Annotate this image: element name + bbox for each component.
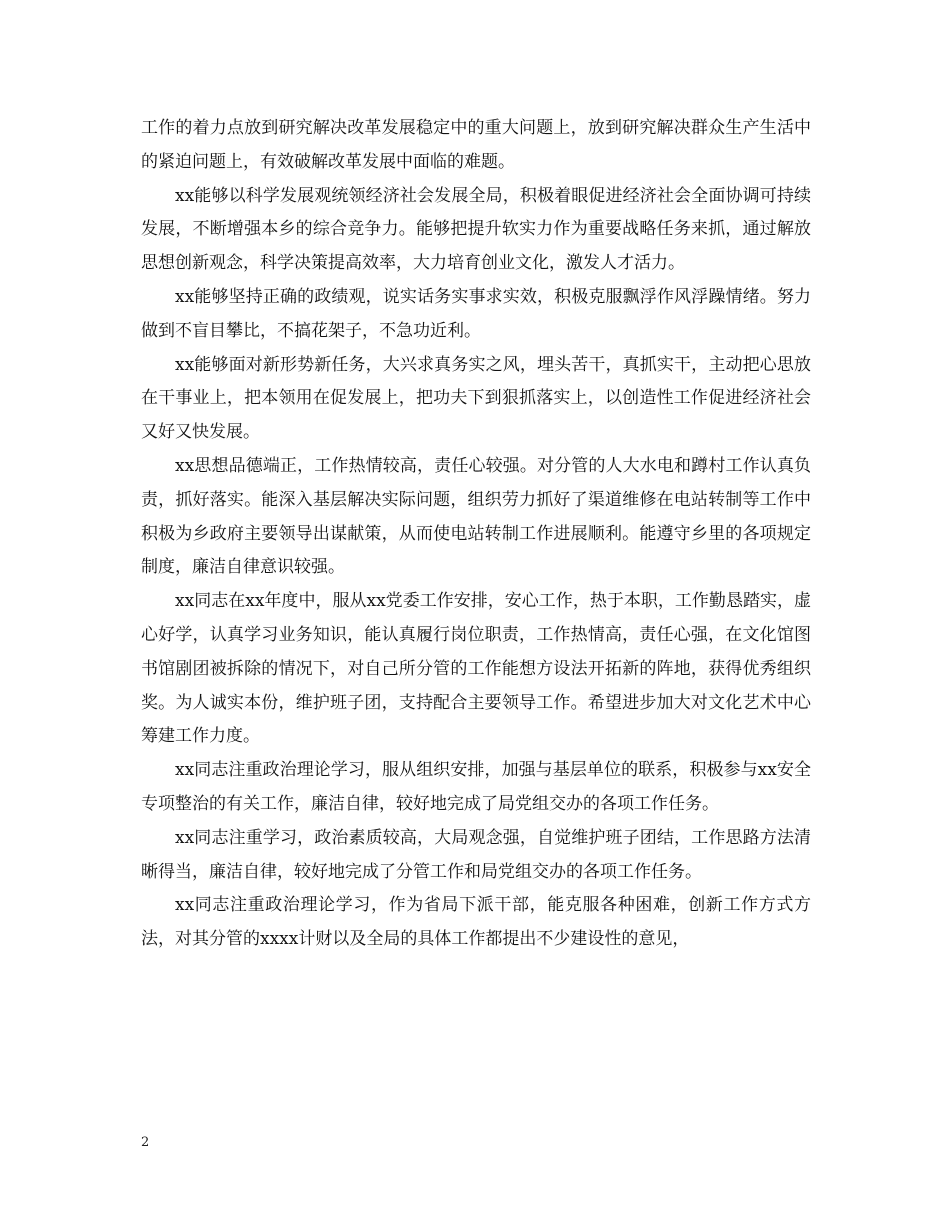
paragraph: xx能够以科学发展观统领经济社会发展全局，积极着眼促进经济社会全面协调可持续发展，不断增强本乡的综合竞争力。能够把提升软实力作为重要战略任务来抓，通过解放思想创新观念，科学决策提高效率，大力培育创业文化，激发人才活力。 [141, 185, 811, 274]
page-number: 2 [141, 1135, 150, 1150]
paragraph: xx同志注重政治理论学习，作为省局下派干部，能克服各种困难，创新工作方式方法，对其分管的xxxx计财以及全局的具体工作都提出不少建设性的意见， [141, 895, 811, 950]
paragraph: xx同志注重学习，政治素质较高，大局观念强，自觉维护班子团结，工作思路方法清晰得当，廉洁自律，较好地完成了分管工作和局党组交办的各项工作任务。 [141, 827, 811, 882]
paragraph: xx同志注重政治理论学习，服从组织安排，加强与基层单位的联系，积极参与xx安全专项整治的有关工作，廉洁自律，较好地完成了局党组交办的各项工作任务。 [141, 760, 811, 814]
paragraph: xx能够面对新形势新任务，大兴求真务实之风，埋头苦干，真抓实干，主动把心思放在干事业上，把本领用在促发展上，把功夫下到狠抓落实上，以创造性工作促进经济社会又好又快发展。 [141, 354, 811, 443]
paragraph: xx思想品德端正，工作热情较高，责任心较强。对分管的人大水电和蹲村工作认真负责，抓好落实。能深入基层解决实际问题，组织劳力抓好了渠道维修在电站转制等工作中积极为乡政府主要领导出谋献策，从而使电站转制工作进展顺利。能遵守乡里的各项规定制度，廉洁自律意识较强。 [141, 455, 811, 578]
paragraph: xx能够坚持正确的政绩观，说实话务实事求实效，积极克服飘浮作风浮躁情绪。努力做到不盲目攀比，不搞花架子，不急功近利。 [141, 286, 811, 341]
body-text [141, 112, 811, 957]
paragraph-continuation: 工作的着力点放到研究解决改革发展稳定中的重大问题上，放到研究解决群众生产生活中的紧迫问题上，有效破解改革发展中面临的难题。 [141, 118, 811, 172]
paragraph: xx同志在xx年度中，服从xx党委工作安排，安心工作，热于本职，工作勤恳踏实，虚心好学，认真学习业务知识，能认真履行岗位职责，工作热情高，责任心强，在文化馆图书馆剧团被拆除的情况下，对自己所分管的工作能想方设法开拓新的阵地，获得优秀组织奖。为人诚实本份，维护班子团，支持配合主要领导工作。希望进步加大对文化艺术中心筹建工作力度。 [141, 591, 811, 747]
